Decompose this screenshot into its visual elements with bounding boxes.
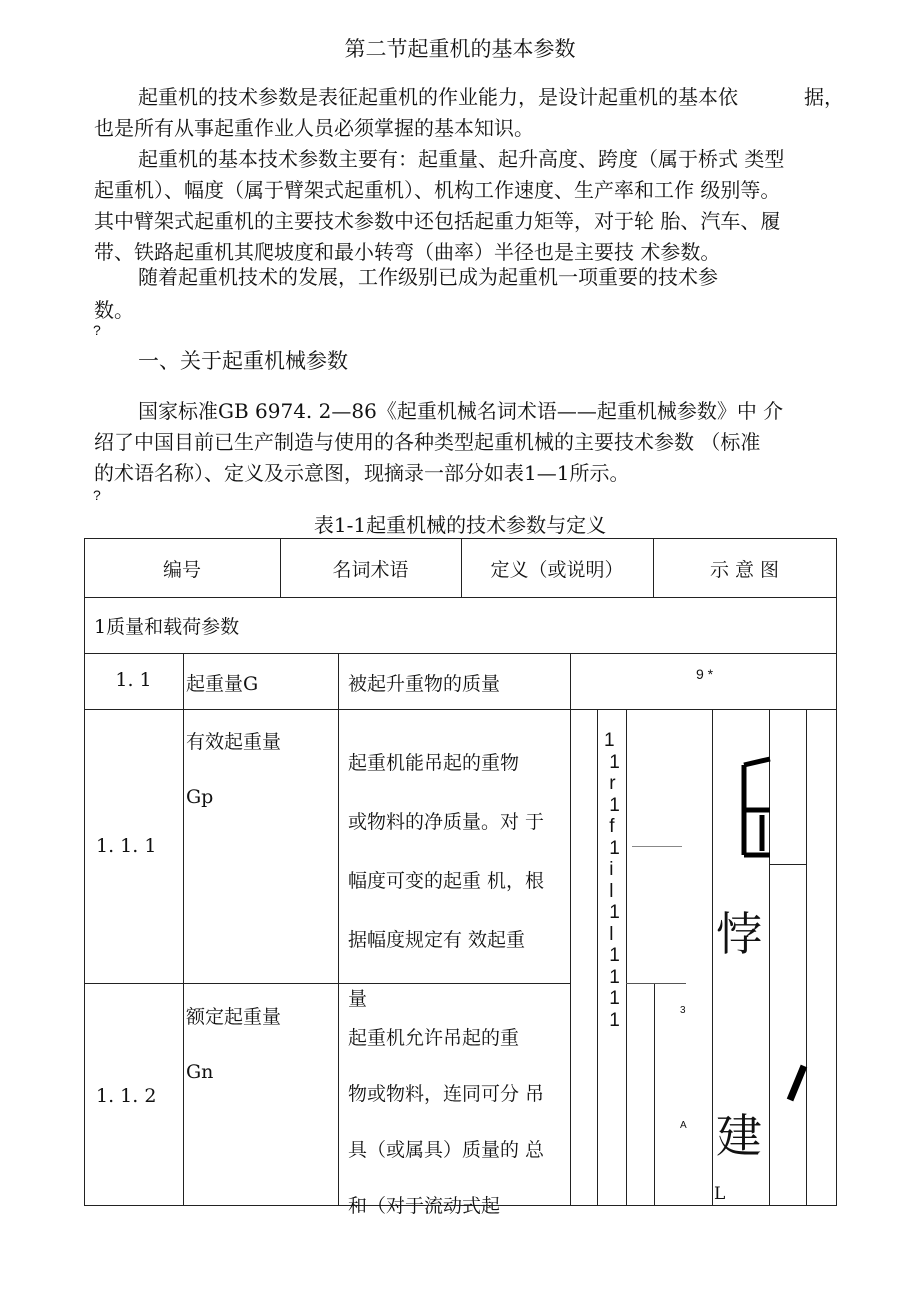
diagram-vertical-text: 1 1 r 1 f 1 i l 1 l 1 1 1 1 bbox=[604, 730, 620, 1031]
para3-line1: 随着起重机技术的发展，工作级别已成为起重机一项重要的技术参 bbox=[138, 265, 718, 289]
section-heading: 一、关于起重机械参数 bbox=[138, 349, 348, 373]
row-term: 额定起重量 bbox=[186, 1006, 282, 1028]
row-definition bbox=[348, 1010, 570, 1234]
para1-line1-end: 据， bbox=[804, 85, 844, 109]
row-number: 1. 1 bbox=[115, 669, 152, 691]
diagram-line bbox=[626, 983, 686, 984]
row-symbol: Gn bbox=[186, 1061, 214, 1083]
definition-line: 或物料的净质量。对 于 bbox=[348, 811, 545, 833]
row-definition bbox=[348, 734, 570, 1029]
table-col-divider bbox=[338, 653, 339, 1206]
header-term: 名词术语 bbox=[332, 559, 409, 581]
diagram-glyph-a: 悖 bbox=[716, 907, 762, 961]
table-rule bbox=[84, 653, 837, 654]
para4-line1: 国家标准GB 6974. 2—86《起重机械名词术语——起重机械参数》中 介 bbox=[138, 399, 784, 423]
para4-line3: 的术语名称）、定义及示意图，现摘录一部分如表1—1所示。 bbox=[94, 461, 630, 485]
diagram-small-3: 3 bbox=[680, 1005, 686, 1016]
para4-line2: 绍了中国目前已生产制造与使用的各种类型起重机械的主要技术参数 （标准 bbox=[94, 430, 761, 454]
row-term: 起重量G bbox=[186, 673, 259, 695]
definition-line: 量 bbox=[348, 988, 368, 1010]
definition-line: 据幅度规定有 效起重 bbox=[348, 929, 526, 951]
row-symbol: Gp bbox=[186, 786, 214, 808]
diagram-hook-stroke bbox=[744, 759, 770, 855]
para2-line1: 起重机的基本技术参数主要有：起重量、起升高度、跨度（属于桥式 类型 bbox=[138, 147, 785, 171]
diagram-line bbox=[632, 846, 682, 847]
diagram-stroke bbox=[790, 1066, 804, 1100]
para1-line1 bbox=[94, 82, 844, 113]
header-diagram: 示 意 图 bbox=[709, 559, 780, 581]
row-term: 有效起重量 bbox=[186, 731, 282, 753]
table-caption: 表1-1起重机械的技术参数与定义 bbox=[313, 513, 607, 537]
header-number: 编号 bbox=[162, 559, 201, 581]
section-row-label: 1质量和载荷参数 bbox=[94, 616, 240, 638]
definition-line: 和（对于流动式起 bbox=[348, 1195, 501, 1217]
para1-line2: 也是所有从事起重作业人员必须掌握的基本知识。 bbox=[94, 116, 534, 140]
diagram-line bbox=[806, 709, 807, 1206]
definition-line: 物或物料，连同可分 吊 bbox=[348, 1083, 545, 1105]
table-border-right bbox=[836, 538, 837, 1206]
diagram-small-a: A bbox=[680, 1120, 687, 1131]
question-mark-2: ? bbox=[93, 487, 101, 503]
diagram-hook-figure bbox=[736, 755, 776, 865]
diagram-line bbox=[597, 709, 598, 1206]
para1-line1-text: 起重机的技术参数是表征起重机的作业能力，是设计起重机的基本依 bbox=[138, 85, 738, 109]
diagram-small-l: L bbox=[714, 1184, 726, 1204]
paragraph-intro bbox=[94, 82, 844, 144]
paragraph-work-class bbox=[94, 262, 844, 326]
table-rule bbox=[84, 709, 837, 710]
question-mark-1: ? bbox=[93, 322, 101, 338]
diagram-line bbox=[654, 983, 655, 1206]
header-definition: 定义（或说明） bbox=[490, 559, 624, 581]
table-rule bbox=[84, 597, 837, 598]
table-col-divider bbox=[570, 653, 571, 1206]
page-title: 第二节起重机的基本参数 bbox=[344, 37, 576, 61]
paragraph-parameters bbox=[94, 144, 844, 268]
diagram-line bbox=[712, 709, 713, 1206]
diagram-line bbox=[626, 709, 627, 1206]
para2-line2: 起重机）、幅度（属于臂架式起重机）、机构工作速度、生产率和工作 级别等。 bbox=[94, 178, 781, 202]
paragraph-standard bbox=[94, 396, 844, 489]
table-col-divider bbox=[183, 653, 184, 1206]
row-number: 1. 1. 2 bbox=[96, 1085, 157, 1107]
definition-line: 起重机允许吊起的重 bbox=[348, 1027, 520, 1049]
row-definition: 被起升重物的质量 bbox=[348, 673, 501, 695]
definition-line: 幅度可变的起重 机，根 bbox=[348, 870, 545, 892]
diagram-stroke-mark bbox=[784, 1060, 808, 1110]
diagram-label: 9 * bbox=[696, 666, 714, 682]
definition-line: 起重机能吊起的重物 bbox=[348, 752, 520, 774]
para2-line4: 带、铁路起重机其爬坡度和最小转弯（曲率）半径也是主要技 术参数。 bbox=[94, 240, 721, 264]
para3-line2: 数。 bbox=[94, 298, 134, 322]
row-number: 1. 1. 1 bbox=[96, 835, 157, 857]
diagram-glyph-b: 建 bbox=[716, 1109, 762, 1163]
definition-line: 具（或属具）质量的 总 bbox=[348, 1139, 545, 1161]
table-border-left bbox=[84, 538, 85, 1206]
para2-line3: 其中臂架式起重机的主要技术参数中还包括起重力矩等，对于轮 胎、汽车、履 bbox=[94, 209, 781, 233]
